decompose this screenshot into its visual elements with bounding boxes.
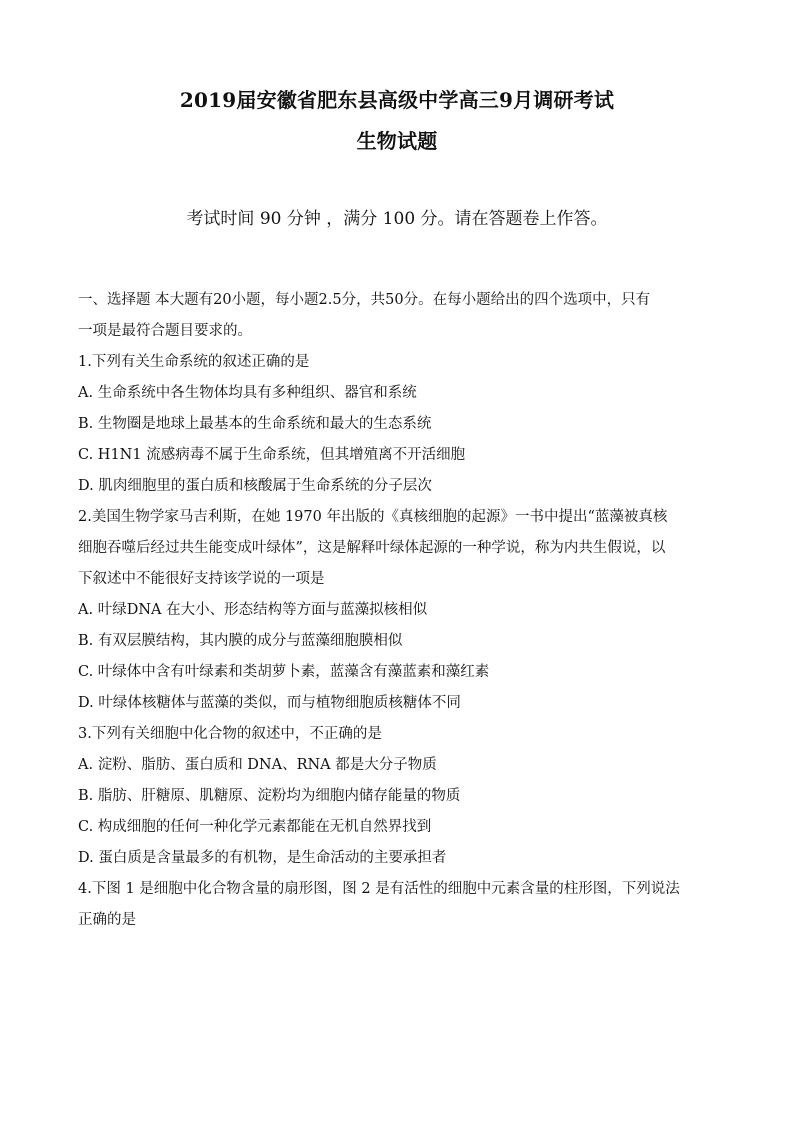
question-stem: 1.下列有关生命系统的叙述正确的是 <box>78 354 310 370</box>
answer-option: D. 肌肉细胞里的蛋白质和核酸属于生命系统的分子层次 <box>78 478 432 494</box>
answer-option: A. 生命系统中各生物体均具有多种组织、器官和系统 <box>78 385 417 401</box>
answer-option: A. 叶绿DNA 在大小、形态结构等方面与蓝藻拟核相似 <box>78 602 428 618</box>
subject-title: 生物试题 <box>356 129 438 153</box>
answer-option: B. 生物圈是地球上最基本的生命系统和最大的生态系统 <box>78 416 432 432</box>
section-instruction: 一项是最符合题目要求的。 <box>78 323 252 339</box>
question-stem: 3.下列有关细胞中化合物的叙述中，不正确的是 <box>78 726 382 742</box>
answer-option: D. 叶绿体核糖体与蓝藻的类似，而与植物细胞质核糖体不同 <box>78 695 461 711</box>
answer-option: A. 淀粉、脂肪、蛋白质和 DNA、RNA 都是大分子物质 <box>78 757 437 773</box>
exam-note: 考试时间 90 分钟 ，满分 100 分。请在答题卷上作答。 <box>186 209 608 229</box>
answer-option: C. H1N1 流感病毒不属于生命系统，但其增殖离不开活细胞 <box>78 447 466 463</box>
answer-option: B. 有双层膜结构，其内膜的成分与蓝藻细胞膜相似 <box>78 633 403 649</box>
answer-option: D. 蛋白质是含量最多的有机物，是生命活动的主要承担者 <box>78 850 447 866</box>
question-stem: 4.下图 1 是细胞中化合物含量的扇形图，图 2 是有活性的细胞中元素含量的柱形图，下列说法 <box>78 881 680 897</box>
section-instruction: 一、选择题 本大题有20小题，每小题2.5分，共50分。在每小题给出的四个选项中，只有 <box>78 292 651 308</box>
question-stem: 下叙述中不能很好支持该学说的一项是 <box>78 571 325 587</box>
question-stem: 细胞吞噬后经过共生能变成叶绿体”，这是解释叶绿体起源的一种学说，称为内共生假说，以 <box>78 540 666 556</box>
answer-option: B. 脂肪、肝糖原、肌糖原、淀粉均为细胞内储存能量的物质 <box>78 788 461 804</box>
exam-title: 2019届安徽省肥东县高级中学高三9月调研考试 <box>179 88 615 112</box>
question-section <box>78 285 730 936</box>
answer-option: C. 构成细胞的任何一种化学元素都能在无机自然界找到 <box>78 819 432 835</box>
question-stem: 正确的是 <box>78 912 136 928</box>
answer-option: C. 叶绿体中含有叶绿素和类胡萝卜素，蓝藻含有藻蓝素和藻红素 <box>78 664 490 680</box>
question-stem: 2.美国生物学家马吉利斯，在她 1970 年出版的《真核细胞的起源》一书中提出“蓝藻被真核 <box>78 509 668 525</box>
